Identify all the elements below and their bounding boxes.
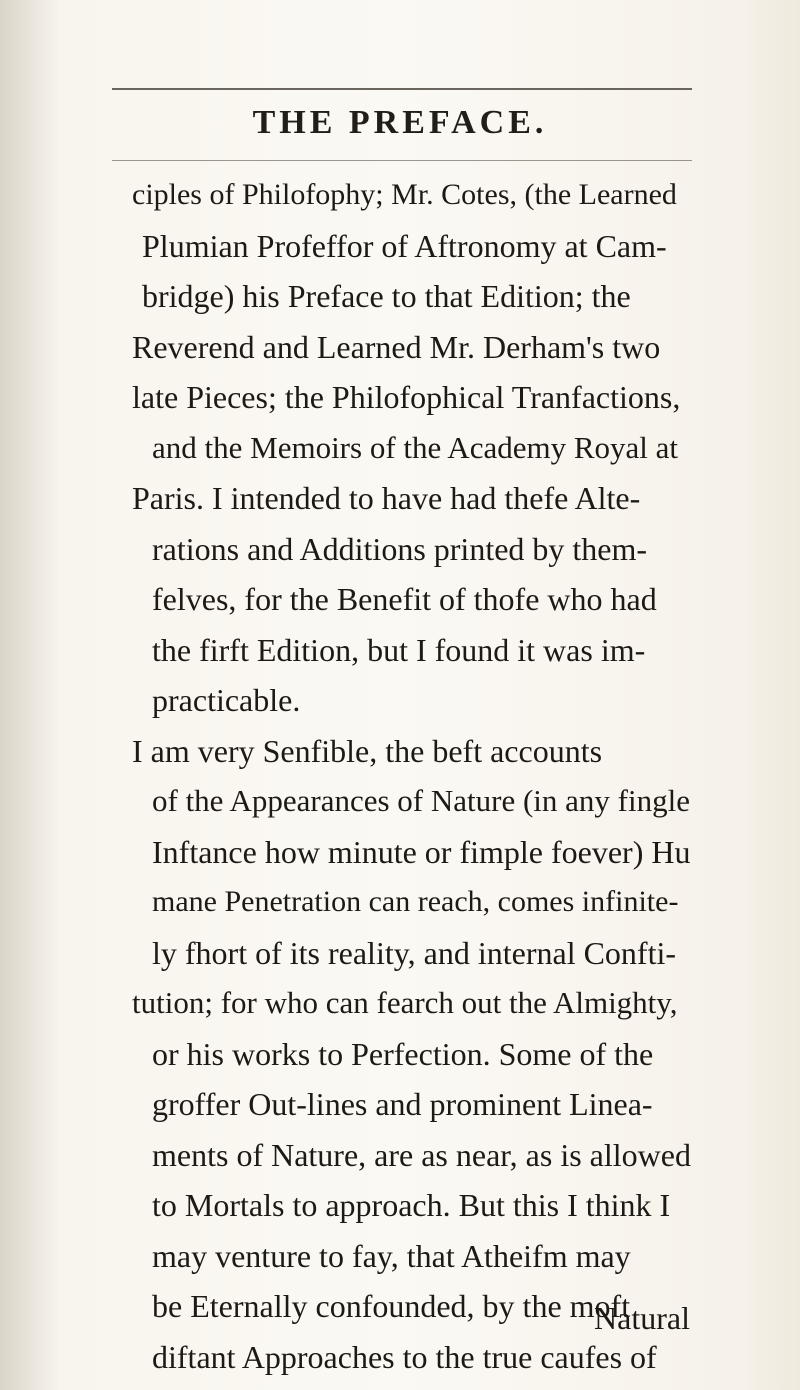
text-line: and the Memoirs of the Academy Royal at [152,429,679,465]
text-line: late Pieces; the Philofophical Tranfactions, [132,379,681,415]
text-line: tution; for who can fearch out the Almighty, [132,985,678,1020]
text-line: Reverend and Learned Mr. Derham's two [132,328,661,365]
header-underline [112,160,692,161]
body-text [132,170,692,1382]
text-line: ments of Nature, are as near, as is allowed [152,1136,691,1173]
text-line: diftant Approaches to the true caufes of [152,1338,657,1375]
text-line: of the Appearances of Nature (in any fingle [152,783,690,818]
running-title: THE PREFACE. [252,104,548,141]
text-line: to Mortals to approach. But this I think I [152,1187,671,1223]
text-line: felves, for the Benefit of thofe who had [152,581,657,617]
page-gutter-shadow [0,0,60,1390]
text-line: Inftance how minute or fimple foever) Hu [152,833,691,870]
text-line: mane Penetration can reach, comes infinite- [152,885,679,918]
text-line: Paris. I intended to have had thefe Alte- [132,480,641,516]
text-line: may venture to fay, that Atheifm may [152,1237,631,1274]
catchword: Natural [594,1300,690,1336]
text-line: I am very Senfible, the beft accounts [132,732,603,769]
text-line: groffer Out-lines and prominent Linea- [152,1086,653,1122]
text-line: ly fhort of its reality, and internal Confti- [152,934,677,971]
text-line: rations and Additions printed by them- [152,530,648,567]
header-rule [112,88,692,90]
text-line: bridge) his Preface to that Edition; the [142,278,631,314]
text-line: Plumian Profeffor of Aftronomy at Cam- [142,227,667,264]
text-line: the firft Edition, but I found it was im- [152,631,646,668]
text-line: or his works to Perfection. Some of the [152,1035,654,1072]
text-line: be Eternally confounded, by the moft [152,1288,631,1324]
text-line: ciples of Philofophy; Mr. Cotes, (the Learned [132,178,677,211]
text-line: practicable. [152,682,301,718]
